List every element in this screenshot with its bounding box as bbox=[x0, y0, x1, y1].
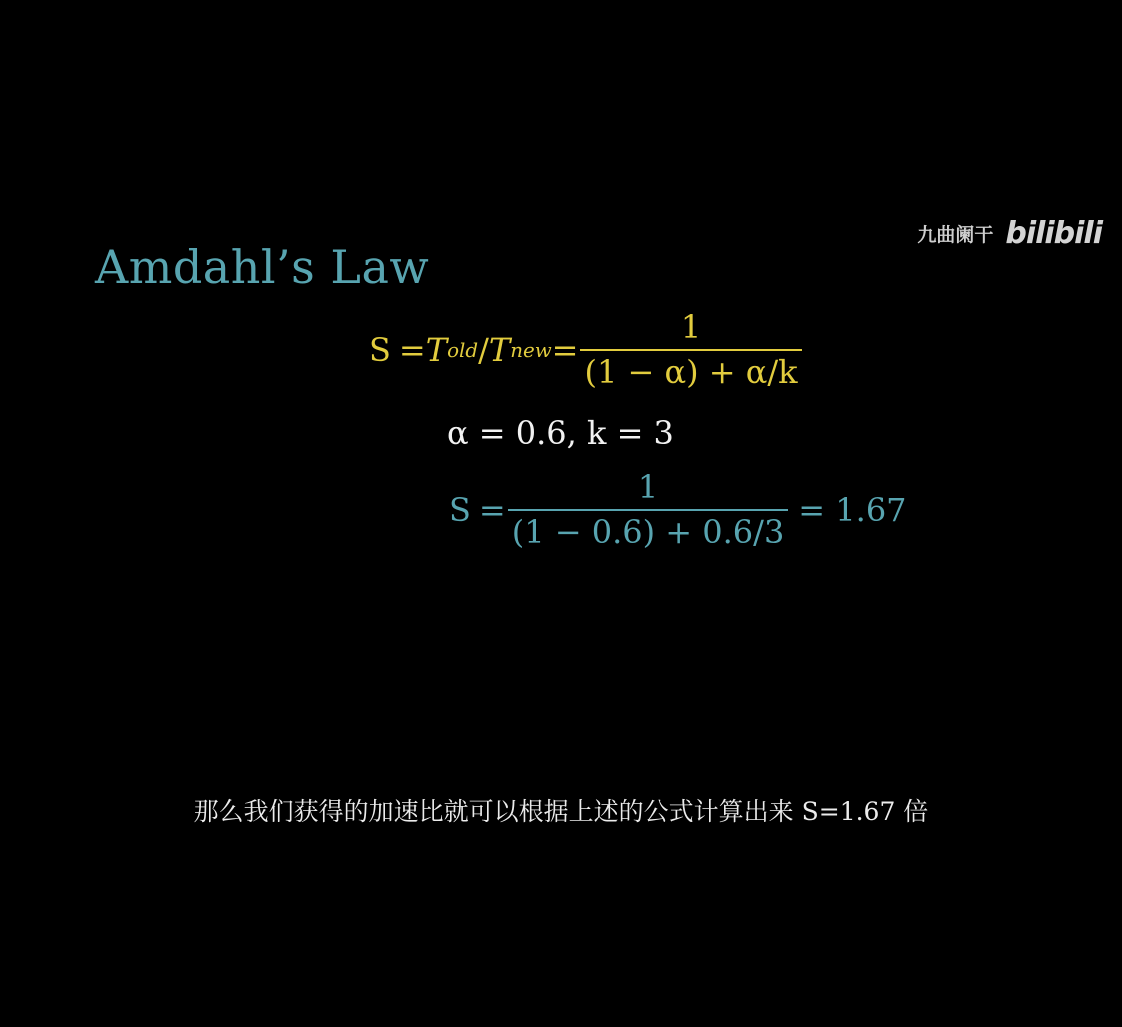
formula-general-lhs: S bbox=[369, 331, 391, 370]
slide-title: Amdahl’s Law bbox=[95, 240, 430, 294]
subtitle-caption: 那么我们获得的加速比就可以根据上述的公式计算出来 S=1.67 倍 bbox=[193, 797, 929, 826]
t-old-sub: old bbox=[447, 338, 479, 362]
formula-computed-lhs: S bbox=[449, 491, 471, 530]
watermark-author: 九曲阑干 bbox=[917, 224, 994, 246]
formula-computed-numerator: 1 bbox=[637, 468, 659, 506]
bilibili-logo-icon: bilibili bbox=[1005, 216, 1102, 251]
formula-general bbox=[369, 310, 804, 390]
formula-computed-result: = 1.67 bbox=[798, 491, 907, 530]
formula-general-equals: = bbox=[398, 331, 426, 370]
formula-computed-equals: = bbox=[478, 491, 506, 530]
t-new-base: T bbox=[488, 331, 511, 370]
parameters-line bbox=[447, 414, 674, 452]
formula-slash: / bbox=[478, 331, 489, 370]
formula-computed bbox=[449, 470, 907, 550]
formula-computed-fraction bbox=[508, 470, 789, 550]
t-new-sub: new bbox=[510, 338, 552, 362]
formula-general-fraction bbox=[580, 310, 801, 390]
formula-general-numerator: 1 bbox=[680, 308, 702, 346]
watermark bbox=[917, 216, 1102, 251]
formula-computed-denominator: (1 − 0.6) + 0.6/3 bbox=[508, 509, 789, 550]
parameters-text: α = 0.6, k = 3 bbox=[447, 414, 674, 452]
formula-general-equals-2: = bbox=[551, 331, 579, 370]
t-old-base: T bbox=[425, 331, 448, 370]
formula-general-denominator: (1 − α) + α/k bbox=[580, 349, 801, 390]
